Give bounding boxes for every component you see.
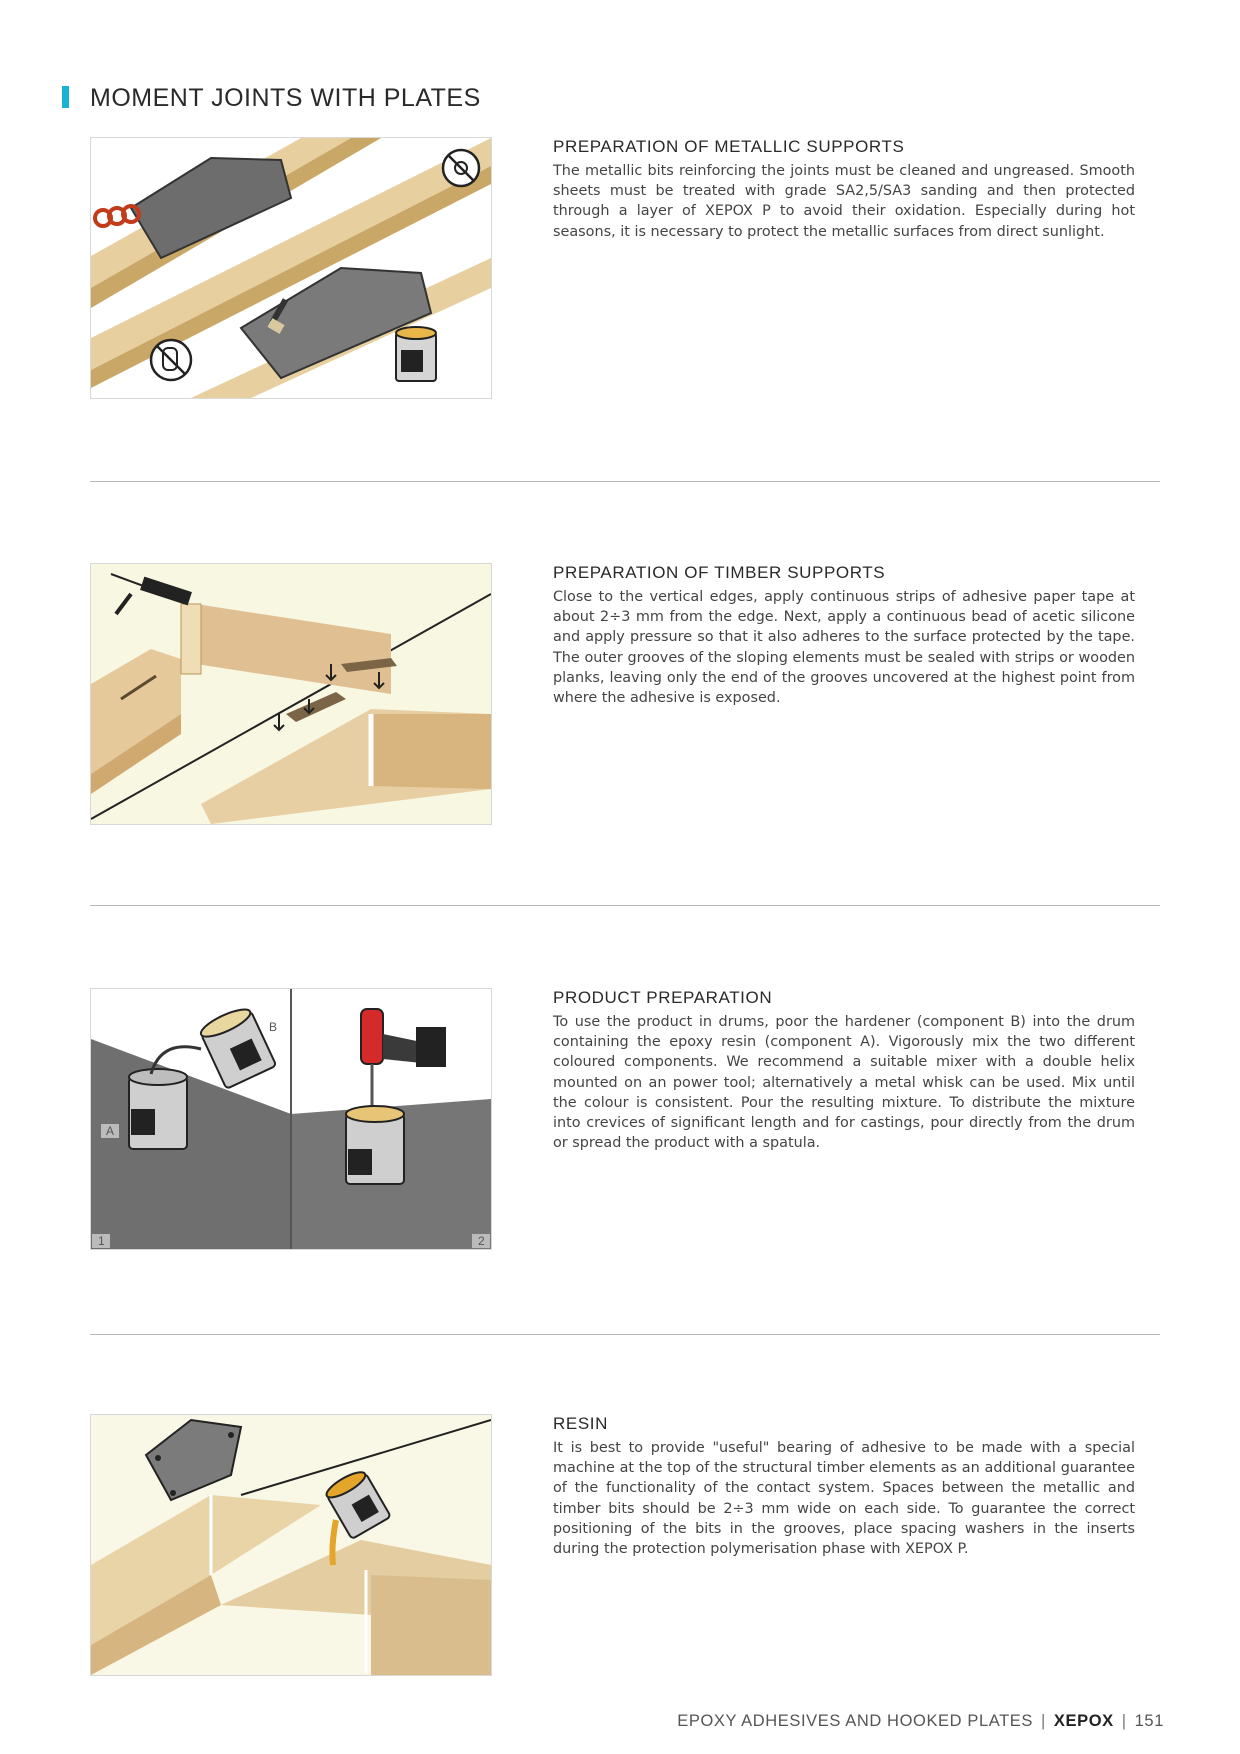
footer-section-name: EPOXY ADHESIVES AND HOOKED PLATES	[677, 1712, 1034, 1730]
section-divider	[90, 905, 1160, 906]
label-step-2: 2	[478, 1234, 485, 1248]
text-timber-supports	[553, 563, 1135, 708]
text-resin	[553, 1414, 1135, 1559]
footer-separator: |	[1121, 1712, 1127, 1730]
no-sun-icon	[443, 150, 479, 186]
page-number: 151	[1134, 1712, 1164, 1730]
metallic-supports-illustration	[91, 138, 491, 398]
section-heading: RESIN	[553, 1414, 608, 1433]
section-body: The metallic bits reinforcing the joints must be cleaned and ungreased. Smooth sheets must be treated with grade SA2,5/SA3 sanding and then protected through a layer of XEPOX P to avoid their oxidation. Especially during hot seasons, it is necessary to protect the metallic surfaces from direct sunlight.	[553, 163, 1135, 240]
footer-brand: XEPOX	[1053, 1712, 1114, 1730]
figure-metallic-supports	[90, 137, 492, 399]
section-body: Close to the vertical edges, apply continuous strips of adhesive paper tape at about 2÷3 mm from the edge. Next, apply a continuous bead of acetic silicone and apply pressure so that it also adheres to the surface protected by the tape. The outer grooves of the sloping elements must be sealed with strips or wooden planks, leaving only the end of the grooves uncovered at the highest point from where the adhesive is exposed.	[553, 589, 1135, 707]
label-component-a: A	[106, 1124, 115, 1138]
no-touch-icon	[151, 340, 191, 380]
text-metallic-supports	[553, 137, 1135, 242]
page-footer	[677, 1712, 1164, 1731]
page-title: MOMENT JOINTS WITH PLATES	[90, 84, 481, 112]
section-body: To use the product in drums, poor the hardener (component B) into the drum containing the epoxy resin (component A). Vigorously mix the two different coloured components. We recommend a suitable mixer with a double helix mounted on an power tool; alternatively a metal whisk can be used. Mix until the colour is consistent. Pour the resulting mixture. To distribute the mixture into crevices of significant length and for castings, pour directly from the drum or spread the product with a spatula.	[553, 1014, 1135, 1152]
resin-illustration	[91, 1415, 491, 1675]
label-step-1: 1	[98, 1234, 105, 1248]
section-divider	[90, 481, 1160, 482]
section-divider	[90, 1334, 1160, 1335]
section-heading: PREPARATION OF METALLIC SUPPORTS	[553, 137, 905, 156]
timber-supports-illustration	[91, 564, 491, 824]
figure-timber-supports	[90, 563, 492, 825]
figure-resin	[90, 1414, 492, 1676]
section-heading: PREPARATION OF TIMBER SUPPORTS	[553, 563, 886, 582]
footer-separator: |	[1041, 1712, 1046, 1730]
product-preparation-illustration	[91, 989, 491, 1249]
section-body: It is best to provide "useful" bearing of adhesive to be made with a special machine at the top of the structural timber elements as an additional guarantee of the functionality of the contact system. Spaces between the metallic and timber bits should be 2÷3 mm wide on each side. To guarantee the correct positioning of the bits in the grooves, place spacing washers in the inserts during the protection polymerisation phase with XEPOX P.	[553, 1440, 1135, 1558]
figure-product-preparation	[90, 988, 492, 1250]
section-heading: PRODUCT PREPARATION	[553, 988, 773, 1007]
label-component-b: B	[269, 1020, 278, 1034]
title-accent-bar	[62, 86, 69, 108]
text-product-preparation	[553, 988, 1135, 1153]
